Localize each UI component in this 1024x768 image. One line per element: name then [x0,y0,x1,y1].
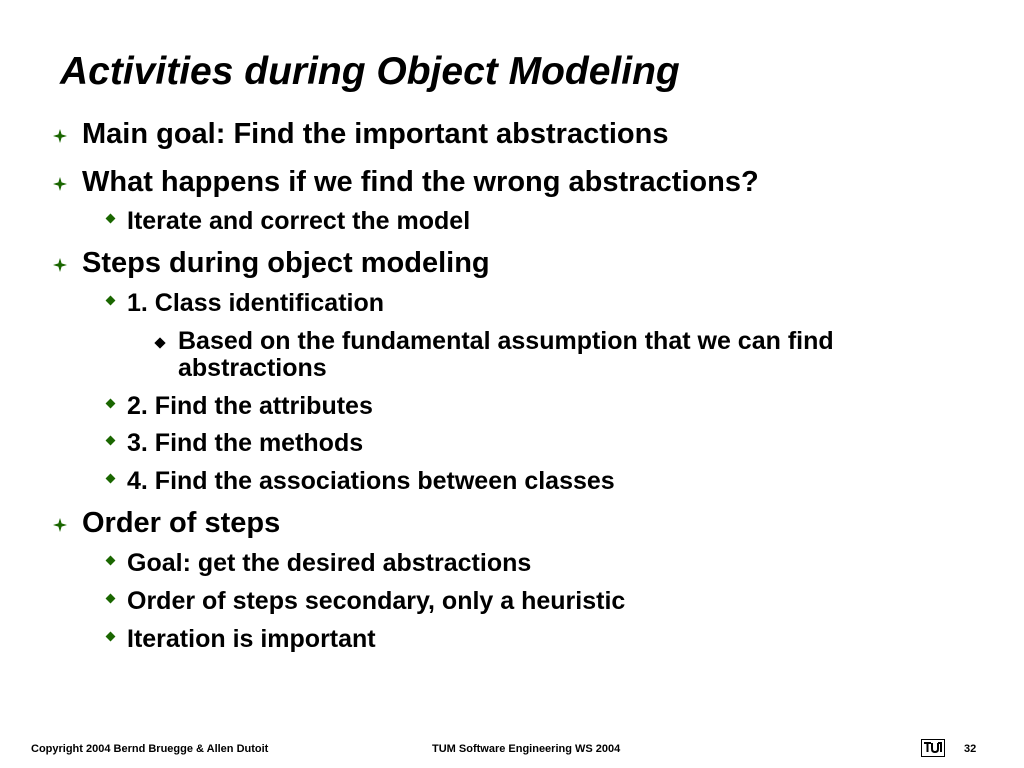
bullet-text: Steps during object modeling [82,247,490,279]
diamond-icon [106,399,116,409]
diamond-icon [106,474,116,484]
bullet-level2 [0,391,1024,423]
four-point-star-icon [53,129,67,143]
bullet-level3 [0,327,1024,385]
diamond-icon [106,296,116,306]
bullet-text: Order of steps [82,507,281,539]
bullet-level2 [0,428,1024,460]
four-point-star-icon [53,258,67,272]
bullet-level1 [0,117,1024,153]
bullet-text: 1. Class identification [127,289,385,317]
bullet-level2 [0,466,1024,498]
diamond-icon [106,632,116,642]
bullet-text: Goal: get the desired abstractions [127,549,532,577]
footer-course: TUM Software Engineering WS 2004 [432,743,621,755]
bullet-text: 2. Find the attributes [127,392,373,420]
bullet-level2 [0,624,1024,656]
bullet-text: Main goal: Find the important abstractions [82,118,669,150]
bullet-level2 [0,586,1024,618]
diamond-icon [106,556,116,566]
bullet-text-continuation: abstractions [178,354,327,382]
slide-title: Activities during Object Modeling [60,50,680,93]
four-point-star-icon [53,177,67,191]
tum-logo-icon [921,739,945,757]
bullet-text: Iterate and correct the model [127,207,471,235]
page-number: 32 [964,743,977,755]
bullet-text: 3. Find the methods [127,429,364,457]
diamond-icon [106,436,116,446]
bullet-level2 [0,206,1024,238]
bullet-text: Order of steps secondary, only a heuristic [127,587,626,615]
bullet-level1 [0,246,1024,282]
bullet-level1 [0,506,1024,542]
bullet-level2 [0,548,1024,580]
four-point-star-icon [53,518,67,532]
diamond-icon [106,594,116,604]
bullet-text: What happens if we find the wrong abstractions? [82,166,759,198]
bullet-level1 [0,165,1024,201]
diamond-icon [106,214,116,224]
bullet-text: 4. Find the associations between classes [127,467,615,495]
bullet-text: Iteration is important [127,625,376,653]
bullet-text: Based on the fundamental assumption that we can find [178,327,834,355]
footer-copyright: Copyright 2004 Bernd Bruegge & Allen Dutoit [31,743,269,755]
diamond-icon [154,337,165,348]
bullet-level2 [0,288,1024,320]
